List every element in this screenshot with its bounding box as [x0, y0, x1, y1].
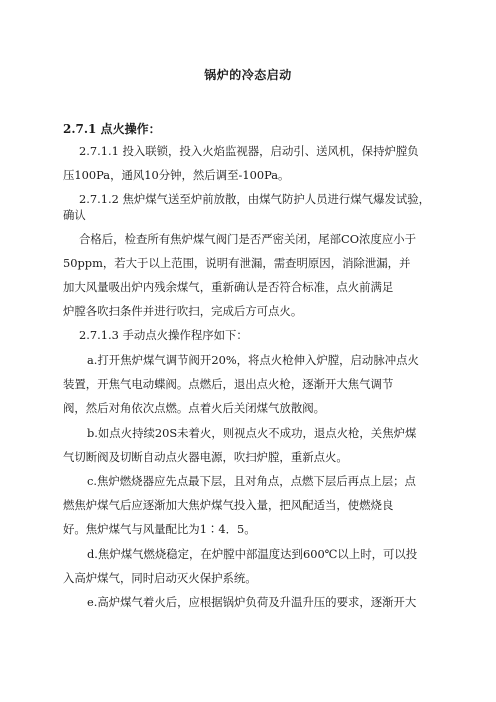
paragraph-line: 装置，开焦气电动蝶阀。点燃后，退出点火枪，逐渐开大焦气调节 — [63, 377, 394, 391]
paragraph-line: 合格后，检查所有焦炉煤气阀门是否严密关闭，尾部CO浓度应小于 — [79, 232, 416, 246]
paragraph-line: 炉膛各吹扫条件并进行吹扫，完成后方可点火。 — [63, 304, 303, 318]
paragraph-line: 加大风量吸出炉内残余煤气，重新确认是否符合标准，点火前满足 — [63, 280, 394, 294]
paragraph-line: 2.7.1.1 投入联锁，投入火焰监视器，启动引、送风机，保持炉膛负 — [79, 144, 419, 158]
paragraph-line: 气切断阀及切断自动点火器电源，吹扫炉膛，重新点火。 — [63, 450, 348, 464]
section-heading: 2.7.1 点火操作： — [63, 122, 161, 136]
paragraph-line: 阀，然后对角依次点燃。点着火后关闭煤气放散阀。 — [63, 401, 325, 415]
paragraph-line: 入高炉煤气，同时启动灭火保护系统。 — [63, 571, 257, 585]
paragraph-line: b.如点火持续20S未着火，则视点火不成功，退点火枪，关焦炉煤 — [87, 426, 417, 440]
paragraph-line: 2.7.1.2 焦炉煤气送至炉前放散，由煤气防护人员进行煤气爆发试验， — [79, 192, 431, 206]
paragraph-line: 燃焦炉煤气后应逐渐加大焦炉煤气投入量，把风配适当，使燃烧良 — [63, 498, 394, 512]
paragraph-line: 2.7.1.3 手动点火操作程序如下： — [79, 328, 248, 342]
paragraph-line: 确认 — [63, 208, 86, 222]
document-title: 锅炉的冷态启动 — [204, 68, 292, 82]
paragraph-line: e.高炉煤气着火后，应根据锅炉负荷及升温升压的要求，逐渐开大 — [87, 595, 417, 609]
paragraph-line: 压100Pa，通风10分钟，然后调至-100Pa。 — [63, 168, 290, 182]
paragraph-line: 50ppm，若大于以上范围，说明有泄漏，需查明原因，消除泄漏，并 — [63, 256, 411, 270]
paragraph-line: 好。焦炉煤气与风量配比为1∶4．5。 — [63, 522, 256, 536]
paragraph-line: d.焦炉煤气燃烧稳定，在炉膛中部温度达到600℃以上时，可以投 — [87, 547, 418, 561]
paragraph-line: a.打开焦炉煤气调节阀开20%，将点火枪伸入炉膛，启动脉冲点火 — [87, 353, 419, 367]
paragraph-line: c.焦炉燃烧器应先点最下层，且对角点，点燃下层后再点上层；点 — [87, 474, 416, 488]
